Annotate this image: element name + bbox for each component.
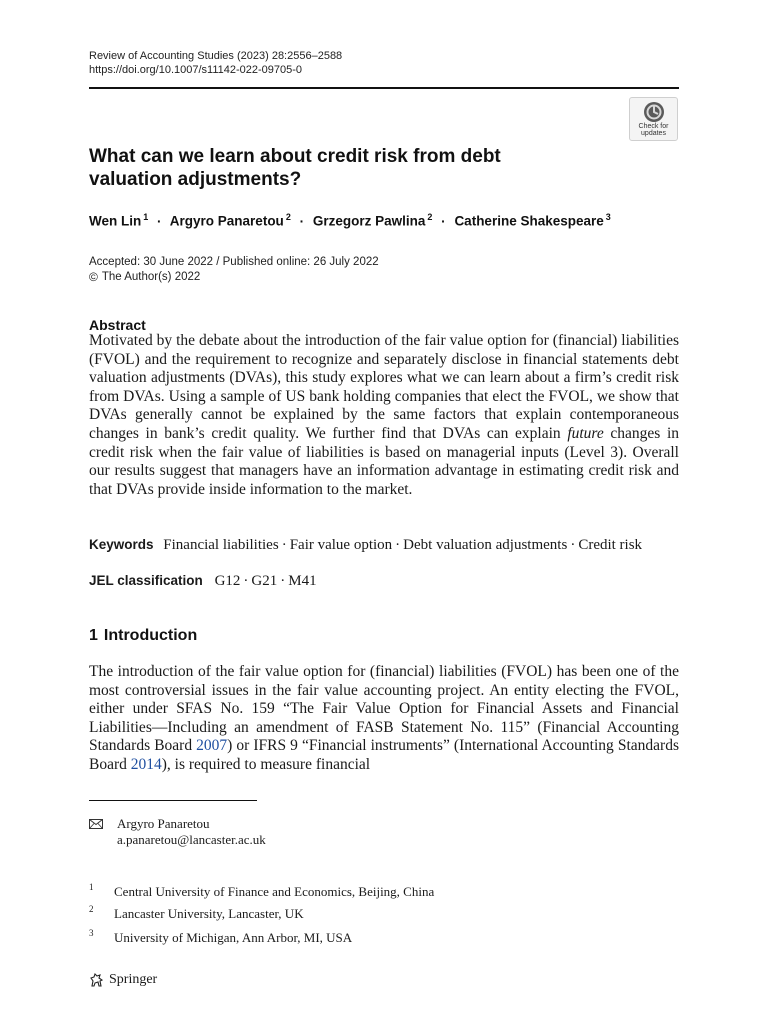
jel-code: M41 bbox=[288, 573, 317, 589]
copyright-icon: © bbox=[89, 270, 98, 284]
affiliation bbox=[89, 906, 304, 922]
introduction-body bbox=[89, 663, 679, 775]
section-number: 1 bbox=[89, 627, 98, 644]
abstract-text: Motivated by the debate about the introduction of the fair value option for (financial) liabilities (FVOL) and the requirement to recognize and separately disclose in financial statements debt valuation adjustments (DVAs), this study explores what we can learn about a firm’s credit risk from DVAs. Using a sample of US bank holding companies that elect the FVOL, we show that DVAs generally cannot be explained by the same factors that explain contemporaneous changes in bank’s credit quality. We further find that DVAs can explain bbox=[89, 332, 679, 442]
correspondence bbox=[89, 816, 266, 848]
jel-classification bbox=[89, 573, 317, 590]
keyword: Credit risk bbox=[578, 537, 643, 553]
author-name[interactable]: Wen Lin bbox=[89, 213, 142, 229]
journal-reference: Review of Accounting Studies (2023) 28:2556–2588 bbox=[89, 50, 343, 62]
author-name[interactable]: Grzegorz Pawlina bbox=[312, 213, 426, 229]
keywords-label: Keywords bbox=[89, 537, 154, 552]
affiliation-text: University of Michigan, Ann Arbor, MI, USA bbox=[114, 930, 353, 945]
envelope-icon bbox=[89, 819, 103, 829]
affiliation-number: 1 bbox=[89, 882, 94, 892]
author-name[interactable]: Catherine Shakespeare bbox=[454, 213, 604, 229]
publisher-footer bbox=[89, 972, 157, 988]
accepted-date: Accepted: 30 June 2022 / bbox=[89, 256, 220, 268]
author-affil-number: 3 bbox=[605, 212, 611, 222]
section-heading bbox=[89, 627, 197, 645]
copyright-text: The Author(s) 2022 bbox=[101, 271, 201, 283]
affiliation-number: 2 bbox=[89, 904, 94, 914]
affiliation bbox=[89, 884, 434, 900]
keyword-separator: · bbox=[281, 537, 287, 553]
section-title: Introduction bbox=[103, 627, 198, 644]
jel-code: G21 bbox=[251, 573, 278, 589]
check-updates-line1: Check for bbox=[638, 123, 669, 130]
footnote-rule bbox=[89, 800, 257, 801]
paper-title: What can we learn about credit risk from debt valuation adjustments? bbox=[89, 146, 501, 190]
jel-separator: · bbox=[243, 573, 249, 589]
springer-horse-icon bbox=[89, 972, 105, 988]
author-separator: · bbox=[299, 213, 305, 229]
header-rule bbox=[89, 87, 679, 89]
jel-code: G12 bbox=[214, 573, 241, 589]
check-updates-icon bbox=[643, 101, 665, 123]
citation-link[interactable]: 2014 bbox=[130, 755, 162, 773]
affiliation-number: 3 bbox=[89, 928, 94, 938]
author-name[interactable]: Argyro Panaretou bbox=[169, 213, 284, 229]
author-list bbox=[89, 212, 611, 229]
publication-dates bbox=[89, 255, 379, 285]
intro-text: The introduction of the fair value option for (financial) liabilities (FVOL) has been one of the most controversial issues in the fair value accounting project. An entity electing the FVOL, either under SFAS No. 159 “The Fair Value Option for Financial Assets and Financial Liabilities—Including an amendment of FASB Statement No. 115” (Financial Accounting Standards Board bbox=[89, 663, 679, 755]
corresponding-author-email[interactable]: a.panaretou@lancaster.ac.uk bbox=[117, 832, 266, 847]
intro-text: ), is required to measure financial bbox=[161, 755, 371, 773]
corresponding-author-name: Argyro Panaretou bbox=[117, 816, 210, 831]
published-date: Published online: 26 July 2022 bbox=[222, 256, 379, 268]
affiliation-text: Central University of Finance and Economics, Beijing, China bbox=[114, 884, 435, 899]
affiliation bbox=[89, 930, 352, 946]
publisher-name: Springer bbox=[109, 972, 158, 987]
keyword-separator: · bbox=[570, 537, 576, 553]
keyword: Fair value option bbox=[289, 537, 393, 553]
citation-link[interactable]: 2007 bbox=[196, 737, 228, 755]
author-affil-number: 1 bbox=[143, 212, 149, 222]
check-updates-line2: updates bbox=[641, 130, 666, 137]
keyword-separator: · bbox=[395, 537, 401, 553]
keyword: Financial liabilities bbox=[163, 537, 279, 553]
doi-link[interactable]: https://doi.org/10.1007/s11142-022-09705-0 bbox=[89, 64, 303, 76]
intro-text: ) or IFRS 9 “Financial instruments” (International Accounting Standards Board bbox=[89, 737, 679, 773]
jel-separator: · bbox=[280, 573, 286, 589]
keywords bbox=[89, 537, 684, 554]
abstract-emphasis: future bbox=[567, 424, 604, 442]
author-affil-number: 2 bbox=[427, 212, 433, 222]
jel-label: JEL classification bbox=[89, 573, 203, 588]
author-affil-number: 2 bbox=[285, 212, 291, 222]
abstract-heading: Abstract bbox=[89, 317, 146, 333]
keyword: Debt valuation adjustments bbox=[403, 537, 568, 553]
author-separator: · bbox=[157, 213, 162, 229]
author-separator: · bbox=[441, 213, 446, 229]
check-for-updates-badge[interactable] bbox=[629, 97, 678, 141]
abstract-text: changes in credit risk when the fair value of liabilities is based on managerial inputs (Level 3). Overall our results suggest that managers have an information advantage in estimating credit risk and that DVAs provide inside information to the market. bbox=[89, 424, 679, 498]
abstract-body bbox=[89, 332, 679, 499]
affiliation-text: Lancaster University, Lancaster, UK bbox=[114, 906, 304, 921]
